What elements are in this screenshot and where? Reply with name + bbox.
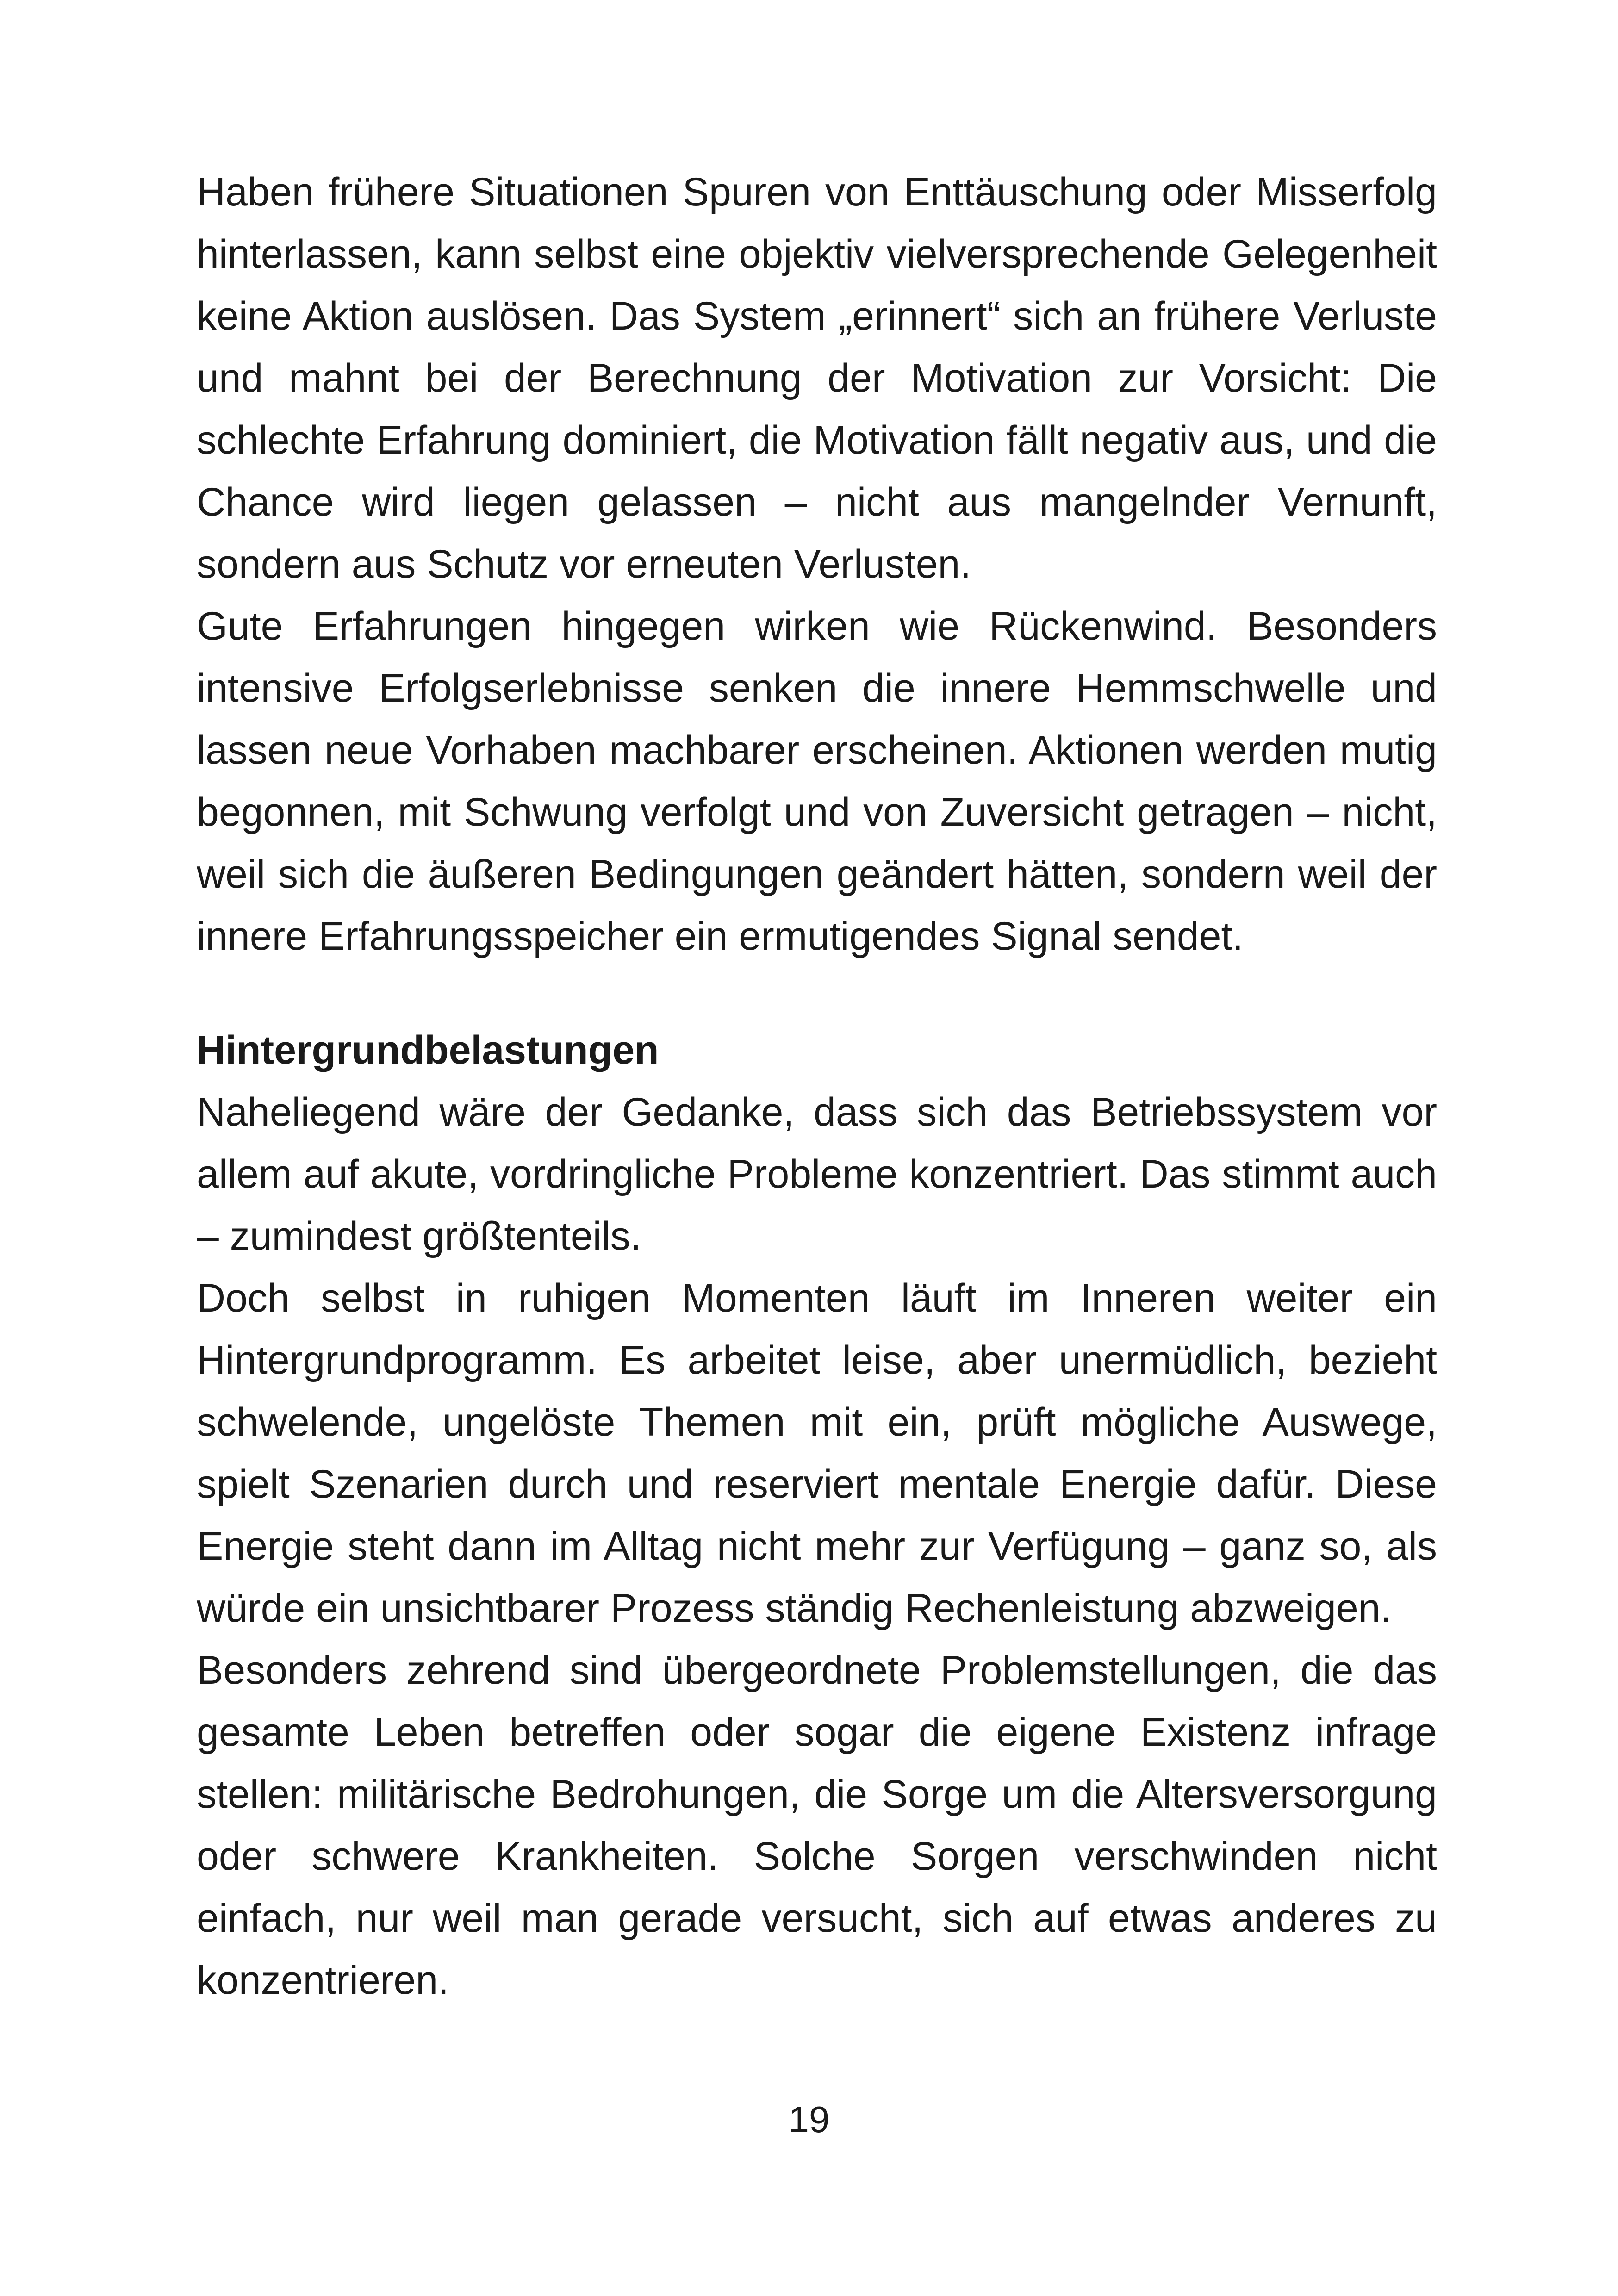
page-number: 19 [788,2099,830,2140]
paragraph-uebergeordnete-probleme: Besonders zehrend sind übergeordnete Problemstellungen, die das gesamte Leben betreffen oder sogar die eigene Existenz infrage stellen: militärische Bedrohungen, die Sorge um die Altersversorgung oder schwere Krankheiten. Solche Sorgen verschwinden nicht einfach, nur weil man gerade versucht, sich auf etwas anderes zu konzentrieren. [197,1648,1437,2003]
section-heading: Hintergrundbelastungen [197,1028,659,1072]
page-body [197,161,1437,2011]
paragraph-gute-erfahrungen: Gute Erfahrungen hingegen wirken wie Rückenwind. Besonders intensive Erfolgserlebnisse senken die innere Hemmschwelle und lassen neue Vorhaben machbarer erscheinen. Aktionen werden mutig begonnen, mit Schwung verfolgt und von Zuversicht getragen – nicht, weil sich die äußeren Bedingungen geändert hätten, sondern weil der innere Erfahrungsspeicher ein ermutigendes Signal sendet. [197,604,1437,958]
paragraph-hintergrundprogramm: Doch selbst in ruhigen Momenten läuft im Inneren weiter ein Hintergrundprogramm. Es arbeitet leise, aber unermüdlich, bezieht schwelende, ungelöste Themen mit ein, prüft mögliche Auswege, spielt Szenarien durch und reserviert mentale Energie dafür. Diese Energie steht dann im Alltag nicht mehr zur Verfügung – ganz so, als würde ein unsichtbarer Prozess ständig Rechenleistung abzweigen. [197,1276,1437,1630]
paragraph-naheliegend: Naheliegend wäre der Gedanke, dass sich das Betriebssystem vor allem auf akute, vordringliche Probleme konzentriert. Das stimmt auch – zumindest größtenteils. [197,1090,1437,1258]
paragraph-misserfolg: Haben frühere Situationen Spuren von Enttäuschung oder Misserfolg hinterlassen, kann selbst eine objektiv vielversprechende Gelegenheit keine Aktion auslösen. Das System „erinnert“ sich an frühere Verluste und mahnt bei der Berechnung der Motivation zur Vorsicht: Die schlechte Erfahrung dominiert, die Motivation fällt negativ aus, und die Chance wird liegen gelassen – nicht aus mangelnder Vernunft, sondern aus Schutz vor erneuten Verlusten. [197,170,1437,586]
